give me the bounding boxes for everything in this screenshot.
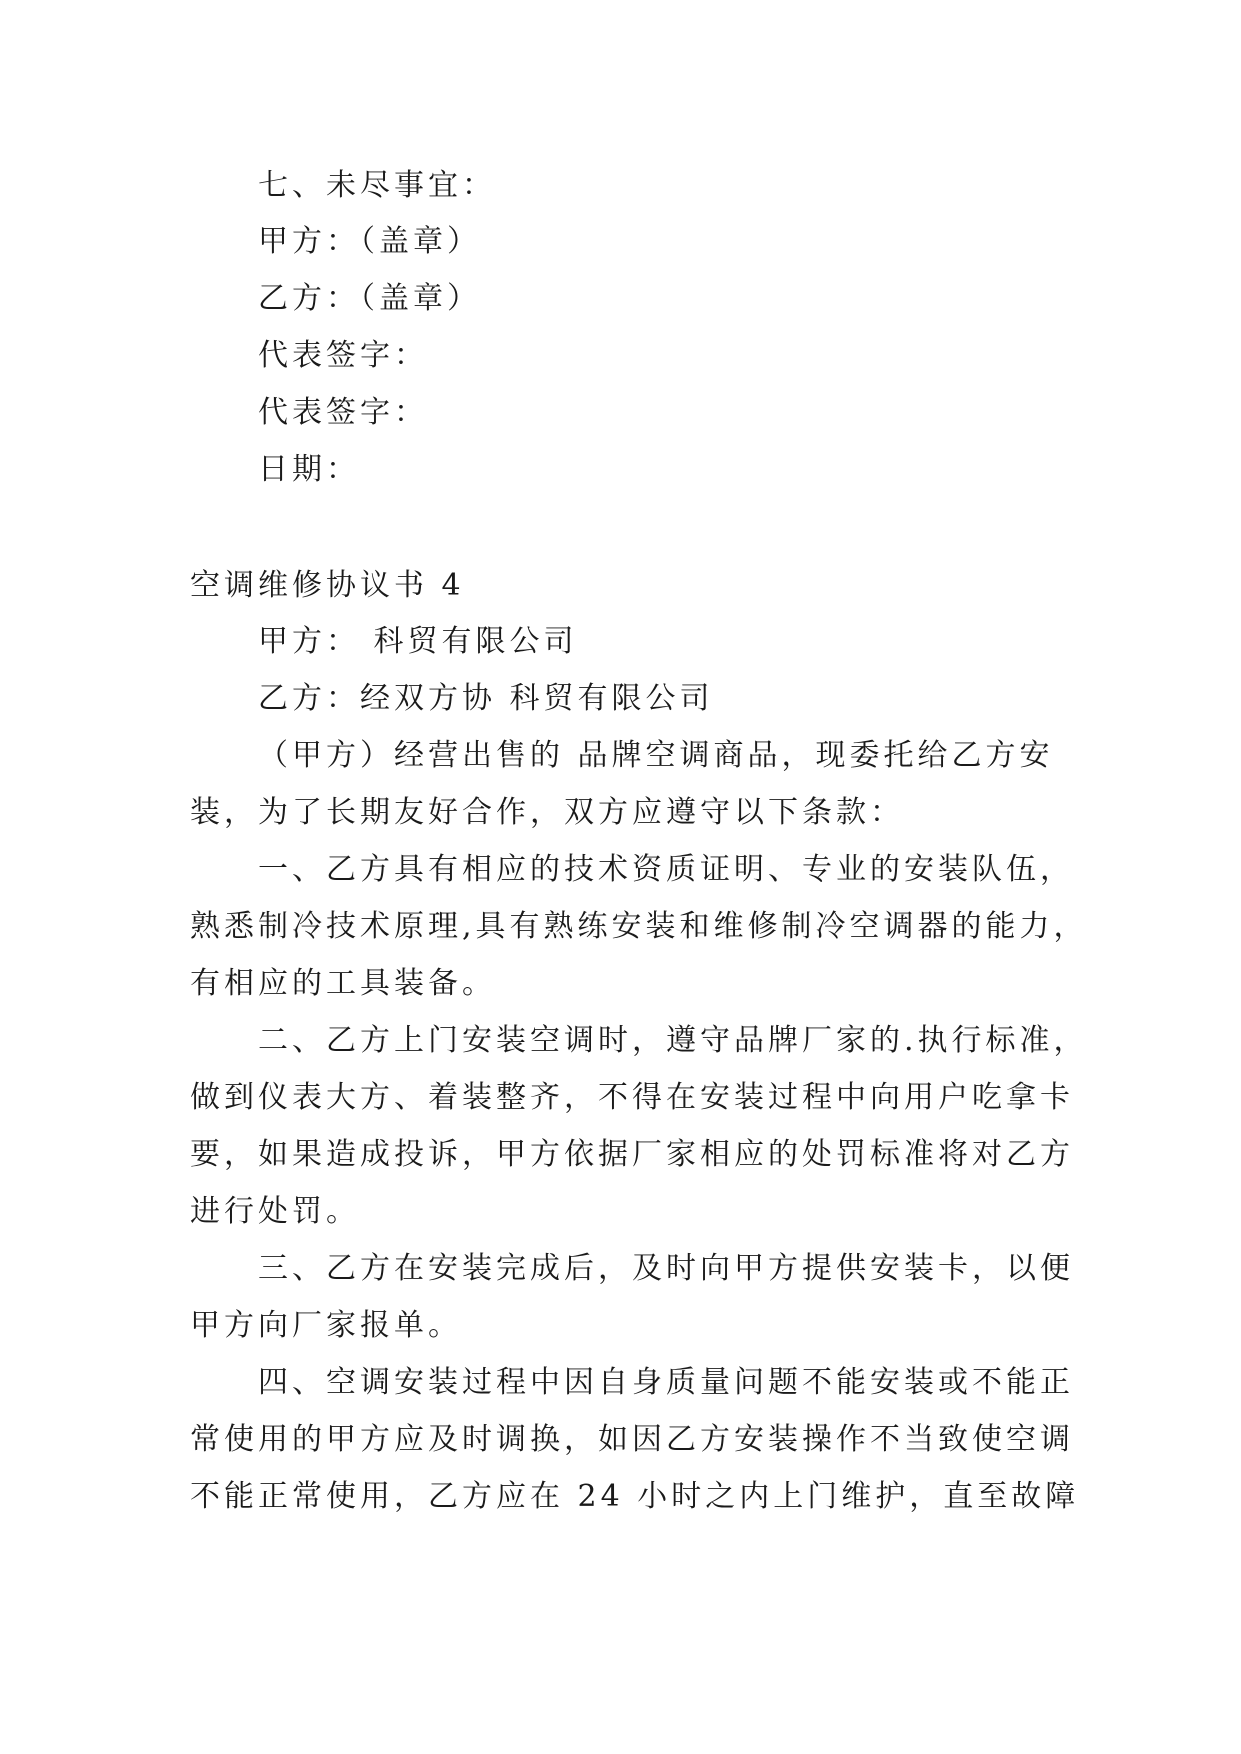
clause-4-line-1: 四、空调安装过程中因自身质量问题不能安装或不能正 [258,1365,1074,1400]
party-a-seal: 甲方：（盖章） [258,224,481,259]
clause-2-line-4: 进行处罚。 [190,1194,360,1229]
party-a-name: 甲方： 科贸有限公司 [258,624,578,659]
party-b-name: 乙方：经双方协 科贸有限公司 [258,681,714,716]
clause-1-line-3: 有相应的工具装备。 [190,966,496,1001]
clause-1-line-1: 一、乙方具有相应的技术资质证明、专业的安装队伍， [258,852,1074,887]
agreement-title: 空调维修协议书 4 [190,568,465,603]
clause-3-line-1: 三、乙方在安装完成后，及时向甲方提供安装卡，以便 [258,1251,1074,1286]
clause-2-line-1: 二、乙方上门安装空调时，遵守品牌厂家的.执行标准， [258,1023,1088,1058]
representative-signature-b: 代表签字： [258,395,428,430]
clause-4-line-3: 不能正常使用，乙方应在 24 小时之内上门维护，直至故障 [190,1479,1080,1514]
intro-line-2: 装，为了长期友好合作，双方应遵守以下条款： [190,795,904,830]
date-field: 日期： [258,452,360,487]
clause-3-line-2: 甲方向厂家报单。 [190,1308,462,1343]
representative-signature-a: 代表签字： [258,338,428,373]
clause-7-unfinished-matters: 七、未尽事宜： [258,168,496,203]
clause-2-line-2: 做到仪表大方、着装整齐，不得在安装过程中向用户吃拿卡 [190,1080,1074,1115]
clause-1-line-2: 熟悉制冷技术原理,具有熟练安装和维修制冷空调器的能力， [190,909,1088,944]
party-b-seal: 乙方：（盖章） [258,281,481,316]
clause-2-line-3: 要，如果造成投诉，甲方依据厂家相应的处罚标准将对乙方 [190,1137,1074,1172]
clause-4-line-2: 常使用的甲方应及时调换，如因乙方安装操作不当致使空调 [190,1422,1074,1457]
intro-line-1: （甲方）经营出售的 品牌空调商品，现委托给乙方安 [258,738,1054,773]
